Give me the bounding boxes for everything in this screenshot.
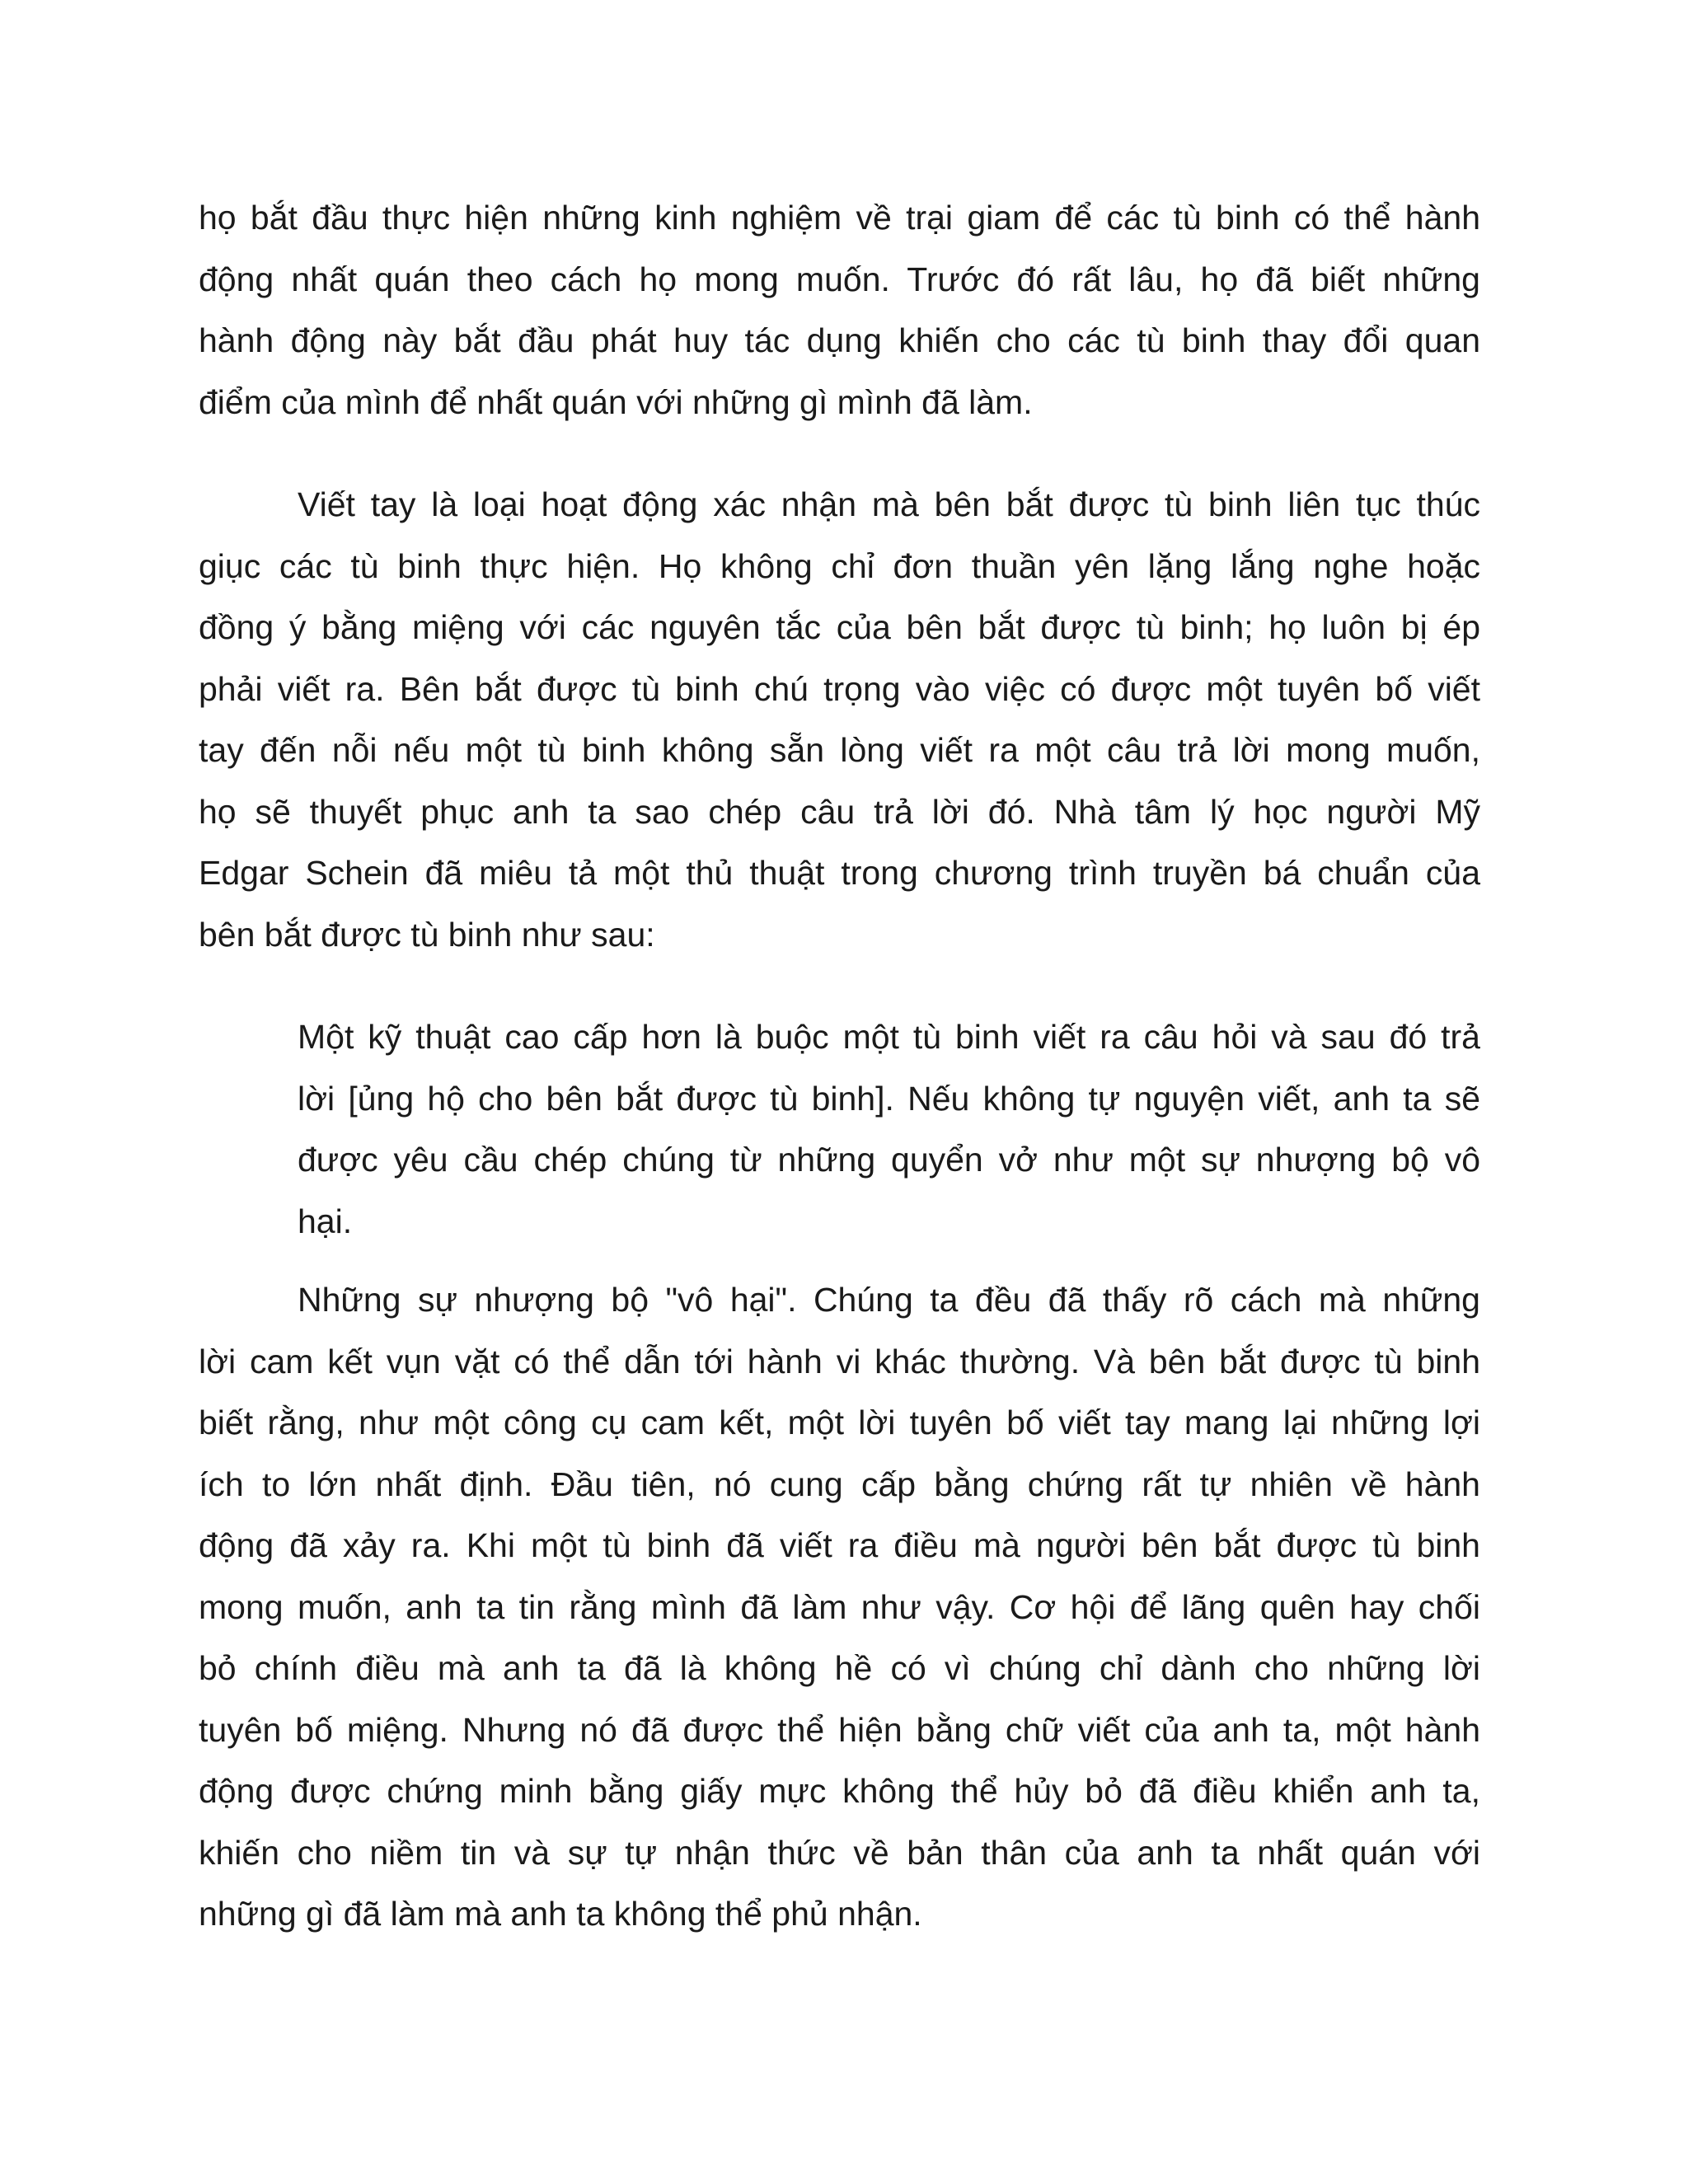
text-line: động được chứng minh bằng giấy mực không thể hủy bỏ đã điều khiển anh ta, xyxy=(199,1772,1480,1810)
text-line: điểm của mình để nhất quán với những gì mình đã làm. xyxy=(199,383,1033,421)
text-line: lời cam kết vụn vặt có thể dẫn tới hành vi khác thường. Và bên bắt được tù binh xyxy=(199,1343,1480,1380)
text-line: phải viết ra. Bên bắt được tù binh chú trọng vào việc có được một tuyên bố viết xyxy=(199,670,1480,708)
text-line: Những sự nhượng bộ "vô hại". Chúng ta đều đã thấy rõ cách mà những xyxy=(298,1281,1480,1319)
text-line: khiến cho niềm tin và sự tự nhận thức về bản thân của anh ta nhất quán với xyxy=(199,1834,1480,1872)
text-line: tay đến nỗi nếu một tù binh không sẵn lòng viết ra một câu trả lời mong muốn, xyxy=(199,731,1480,769)
text-line: động đã xảy ra. Khi một tù binh đã viết ra điều mà người bên bắt được tù binh xyxy=(199,1526,1480,1564)
text-line: đồng ý bằng miệng với các nguyên tắc của bên bắt được tù binh; họ luôn bị ép xyxy=(199,608,1480,646)
text-line: giục các tù binh thực hiện. Họ không chỉ đơn thuần yên lặng lắng nghe hoặc xyxy=(199,547,1480,585)
text-line: bên bắt được tù binh như sau: xyxy=(199,916,655,954)
text-line: họ sẽ thuyết phục anh ta sao chép câu trả lời đó. Nhà tâm lý học người Mỹ xyxy=(199,793,1480,831)
text-line: Viết tay là loại hoạt động xác nhận mà bên bắt được tù binh liên tục thúc xyxy=(298,485,1480,523)
text-line: tuyên bố miệng. Nhưng nó đã được thể hiện bằng chữ viết của anh ta, một hành xyxy=(199,1711,1480,1749)
quote-line: lời [ủng hộ cho bên bắt được tù binh]. Nếu không tự nguyện viết, anh ta sẽ xyxy=(298,1080,1480,1118)
text-line: những gì đã làm mà anh ta không thể phủ nhận. xyxy=(199,1895,922,1933)
quote-line: hại. xyxy=(298,1202,353,1240)
text-line: bỏ chính điều mà anh ta đã là không hề có vì chúng chỉ dành cho những lời xyxy=(199,1649,1480,1687)
text-line: động nhất quán theo cách họ mong muốn. Trước đó rất lâu, họ đã biết những xyxy=(199,260,1480,298)
text-line: biết rằng, như một công cụ cam kết, một lời tuyên bố viết tay mang lại những lợi xyxy=(199,1404,1480,1441)
quote-line: Một kỹ thuật cao cấp hơn là buộc một tù binh viết ra câu hỏi và sau đó trả xyxy=(298,1018,1480,1056)
text-line: hành động này bắt đầu phát huy tác dụng khiến cho các tù binh thay đổi quan xyxy=(199,321,1480,359)
text-line: mong muốn, anh ta tin rằng mình đã làm như vậy. Cơ hội để lãng quên hay chối xyxy=(199,1588,1480,1626)
text-line: họ bắt đầu thực hiện những kinh nghiệm về trại giam để các tù binh có thể hành xyxy=(199,199,1480,237)
quote-line: được yêu cầu chép chúng từ những quyển vở như một sự nhượng bộ vô xyxy=(298,1141,1480,1179)
text-line: Edgar Schein đã miêu tả một thủ thuật trong chương trình truyền bá chuẩn của xyxy=(199,854,1480,892)
text-line: ích to lớn nhất định. Đầu tiên, nó cung cấp bằng chứng rất tự nhiên về hành xyxy=(199,1465,1480,1503)
